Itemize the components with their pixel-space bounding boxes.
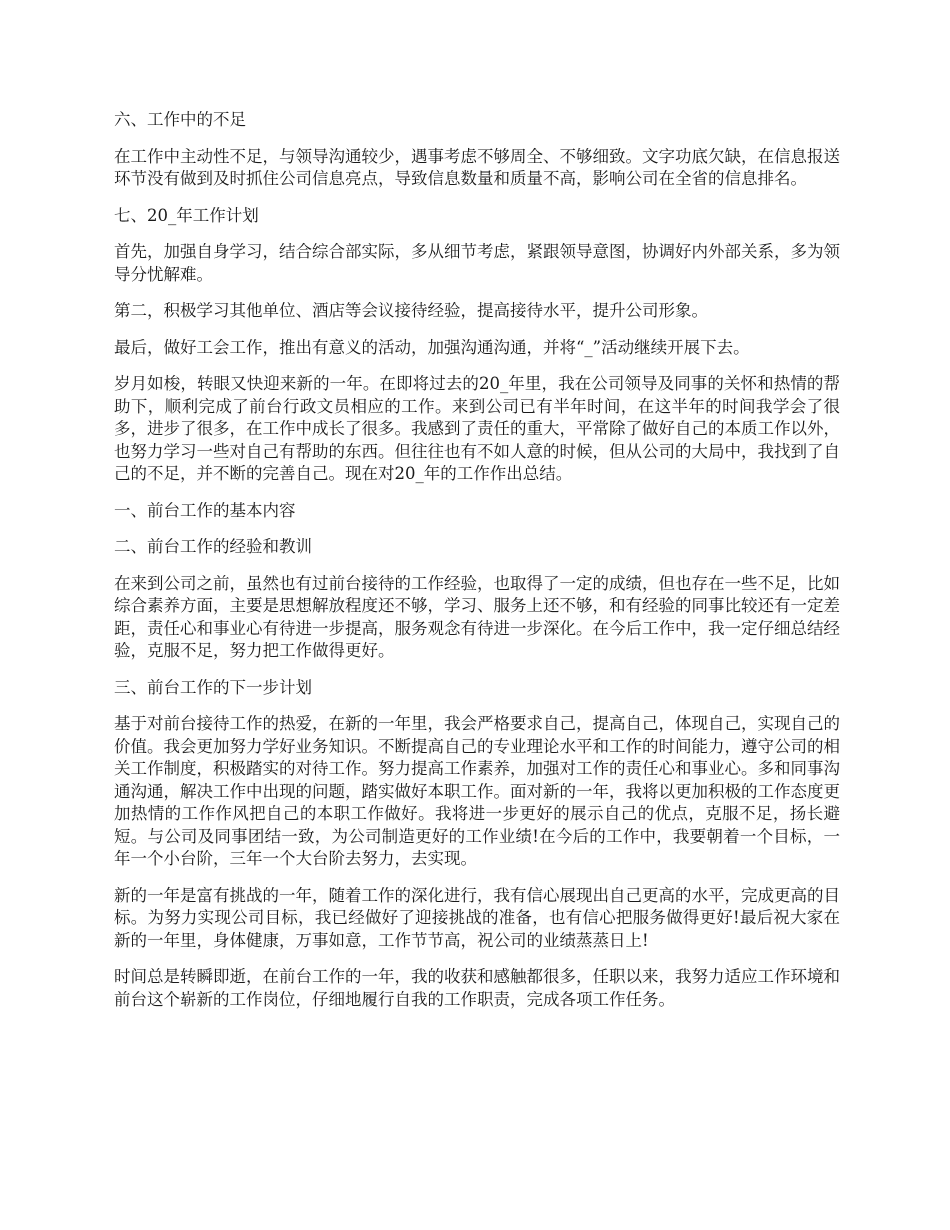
paragraph-next-plan: 基于对前台接待工作的热爱，在新的一年里，我会严格要求自己，提高自己，体现自己，实现自己的价值。我会更加努力学好业务知识。不断提高自己的专业理论水平和工作的时间能力，遵守公司的相关工作制度，积极踏实的对待工作。努力提高工作素养，加强对工作的责任心和事业心。多和同事沟通沟通，解决工作中出现的问题，踏实做好本职工作。面对新的一年，我将以更加积极的工作态度更加热情的工作作风把自己的本职工作做好。我将进一步更好的展示自己的优点，克服不足，扬长避短。与公司及同事团结一致，为公司制造更好的工作业绩!在今后的工作中，我要朝着一个目标，一年一个小台阶，三年一个大台阶去努力，去实现。 (114, 714, 840, 868)
section-heading-experience: 二、前台工作的经验和教训 (114, 537, 312, 556)
section-heading-work-plan: 七、20_年工作计划 (114, 205, 259, 225)
section-heading-next-plan: 三、前台工作的下一步计划 (114, 677, 312, 697)
section-heading-basic-content: 一、前台工作的基本内容 (114, 500, 296, 520)
paragraph-closing: 时间总是转瞬即逝，在前台工作的一年，我的收获和感触都很多，任职以来，我努力适应工作环境和前台这个崭新的工作岗位，仔细地履行自我的工作职责，完成各项工作任务。 (114, 967, 840, 1009)
paragraph-plan-first: 首先，加强自身学习，结合综合部实际，多从细节考虑，紧跟领导意图，协调好内外部关系，多为领导分忧解难。 (114, 242, 840, 284)
paragraph-plan-second: 第二，积极学习其他单位、酒店等会议接待经验，提高接待水平，提升公司形象。 (114, 301, 708, 320)
paragraph-plan-last: 最后，做好工会工作，推出有意义的活动，加强沟通沟通，并将“_”活动继续开展下去。 (114, 337, 750, 357)
section-heading-shortcomings: 六、工作中的不足 (114, 110, 246, 129)
paragraph-shortcomings: 在工作中主动性不足，与领导沟通较少，遇事考虑不够周全、不够细致。文字功底欠缺，在信息报送环节没有做到及时抓住公司信息亮点，导致信息数量和质量不高，影响公司在全省的信息排名。 (114, 146, 840, 188)
paragraph-new-year: 新的一年是富有挑战的一年，随着工作的深化进行，我有信心展现出自己更高的水平，完成更高的目标。为努力实现公司目标，我已经做好了迎接挑战的准备，也有信心把服务做得更好!最后祝大家在新的一年里，身体健康，万事如意，工作节节高，祝公司的业绩蒸蒸日上! (114, 885, 840, 950)
document-page (114, 109, 840, 1025)
paragraph-experience: 在来到公司之前，虽然也有过前台接待的工作经验，也取得了一定的成绩，但也存在一些不足，比如综合素养方面，主要是思想解放程度还不够，学习、服务上还不够，和有经验的同事比较还有一定差距，责任心和事业心有待进一步提高，服务观念有待进一步深化。在今后工作中，我一定仔细总结经验，克服不足，努力把工作做得更好。 (114, 573, 840, 660)
paragraph-year-intro: 岁月如梭，转眼又快迎来新的一年。在即将过去的20_年里，我在公司领导及同事的关怀和热情的帮助下，顺利完成了前台行政文员相应的工作。来到公司已有半年时间，在这半年的时间我学会了很多，进步了很多，在工作中成长了很多。我感到了责任的重大，平常除了做好自己的本质工作以外，也努力学习一些对自己有帮助的东西。但往往也有不如人意的时候，但从公司的大局中，我找到了自己的不足，并不断的完善自己。现在对20_年的工作作出总结。 (114, 374, 840, 483)
